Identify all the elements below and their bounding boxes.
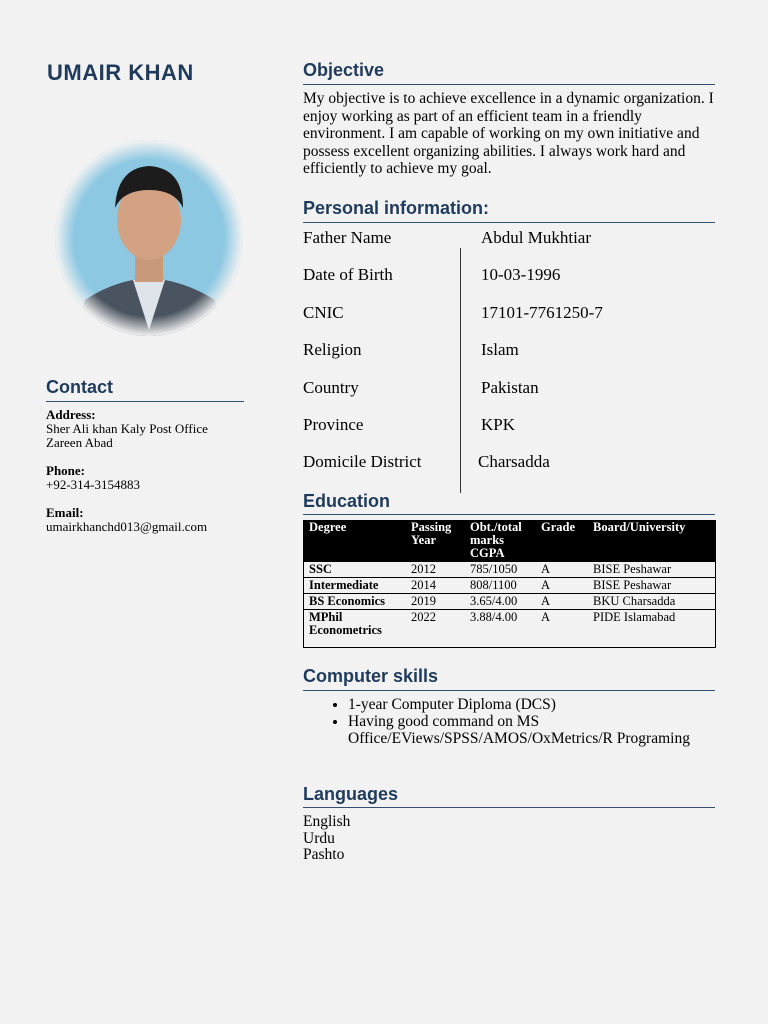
- languages-heading: Languages: [303, 784, 399, 804]
- skills-divider: [303, 690, 715, 691]
- cell-degree: Intermediate: [303, 578, 405, 594]
- info-key: CNIC: [303, 303, 344, 322]
- contact-phone: [46, 464, 246, 492]
- address-value: Sher Ali khan Kaly Post Office Zareen Abad: [46, 421, 208, 450]
- info-value: Abdul Mukhtiar: [481, 228, 592, 247]
- cell-grade: A: [535, 610, 587, 640]
- cell-degree: SSC: [303, 562, 405, 578]
- cell-board: BISE Peshawar: [587, 562, 715, 578]
- contact-address: [46, 408, 246, 450]
- info-row-religion: [303, 340, 723, 360]
- list-item: Pashto: [303, 846, 345, 863]
- cell-marks: 3.65/4.00: [464, 594, 535, 610]
- info-key: Date of Birth: [303, 265, 393, 284]
- cell-marks: 3.88/4.00: [464, 610, 535, 640]
- info-key: Domicile District: [303, 452, 422, 471]
- column-header: Obt./total marks CGPA: [464, 520, 535, 562]
- list-item: • 1-year Computer Diploma (DCS): [348, 696, 715, 713]
- info-row-father-name: [303, 228, 723, 248]
- contact-heading: Contact: [46, 377, 113, 397]
- contact-email: [46, 506, 246, 534]
- cell-board: BKU Charsadda: [587, 594, 715, 610]
- education-table: [303, 520, 715, 639]
- cell-degree: MPhil Econometrics: [303, 610, 405, 640]
- profile-photo: [55, 140, 243, 336]
- info-row-country: [303, 378, 723, 398]
- languages-list: [303, 814, 350, 864]
- cell-year: 2014: [405, 578, 464, 594]
- cell-year: 2012: [405, 562, 464, 578]
- list-item: Urdu: [303, 829, 335, 847]
- info-value: 17101-7761250-7: [481, 303, 603, 322]
- objective-divider: [303, 84, 715, 85]
- cell-board: PIDE Islamabad: [587, 610, 715, 640]
- cell-board: BISE Peshawar: [587, 578, 715, 594]
- list-item: • Having good command on MS Office/EViews/SPSS/AMOS/OxMetrics/R Programing: [348, 713, 715, 747]
- info-row-dob: [303, 265, 723, 285]
- cell-grade: A: [535, 578, 587, 594]
- column-header: Passing Year: [405, 520, 464, 562]
- info-value: KPK: [481, 415, 516, 434]
- education-divider: [303, 514, 715, 515]
- column-header: Grade: [535, 520, 587, 562]
- info-value: Charsadda: [478, 452, 550, 471]
- cell-marks: 785/1050: [464, 562, 535, 578]
- info-key: Father Name: [303, 228, 392, 247]
- column-header: Board/University: [587, 520, 715, 562]
- email-label: Email:: [46, 505, 84, 520]
- column-header: Degree: [303, 520, 405, 562]
- education-heading: Education: [303, 491, 391, 511]
- table-row: [303, 610, 715, 640]
- info-key: Religion: [303, 340, 362, 359]
- skills-list: [303, 696, 715, 747]
- avatar-portrait-icon: [55, 140, 243, 336]
- table-row: [303, 594, 715, 610]
- personal-info-divider: [303, 222, 715, 223]
- personal-info-heading: Personal information:: [303, 198, 490, 218]
- cell-grade: A: [535, 562, 587, 578]
- address-label: Address:: [46, 407, 96, 422]
- cell-marks: 808/1100: [464, 578, 535, 594]
- cell-year: 2022: [405, 610, 464, 640]
- table-row: [303, 578, 715, 594]
- info-row-cnic: [303, 303, 723, 323]
- languages-divider: [303, 807, 715, 808]
- phone-value: +92-314-3154883: [46, 477, 140, 492]
- cell-year: 2019: [405, 594, 464, 610]
- info-value: Islam: [481, 340, 519, 359]
- objective-text: My objective is to achieve excellence in a dynamic organization. I enjoy working as part of an efficient team in a friendly environment. I am capable of working on my own initiative and possess excellent organizing abilities. I always work hard and efficiently to achieve my goal.: [303, 90, 714, 177]
- table-row: [303, 562, 715, 578]
- candidate-name: UMAIR KHAN: [47, 60, 194, 85]
- info-row-province: [303, 415, 723, 435]
- contact-divider: [46, 401, 244, 402]
- info-column-divider: [460, 248, 461, 493]
- info-value: Pakistan: [481, 378, 539, 397]
- list-item: English: [303, 813, 351, 830]
- info-key: Country: [303, 378, 359, 397]
- objective-heading: Objective: [303, 60, 385, 80]
- cell-grade: A: [535, 594, 587, 610]
- info-key: Province: [303, 415, 364, 434]
- computer-skills-heading: Computer skills: [303, 666, 439, 686]
- phone-label: Phone:: [46, 463, 85, 478]
- email-value[interactable]: umairkhanchd013@gmail.com: [46, 519, 208, 534]
- table-header-row: [303, 520, 715, 562]
- info-value: 10-03-1996: [481, 265, 561, 284]
- info-row-domicile: [303, 452, 723, 472]
- cell-degree: BS Economics: [303, 594, 405, 610]
